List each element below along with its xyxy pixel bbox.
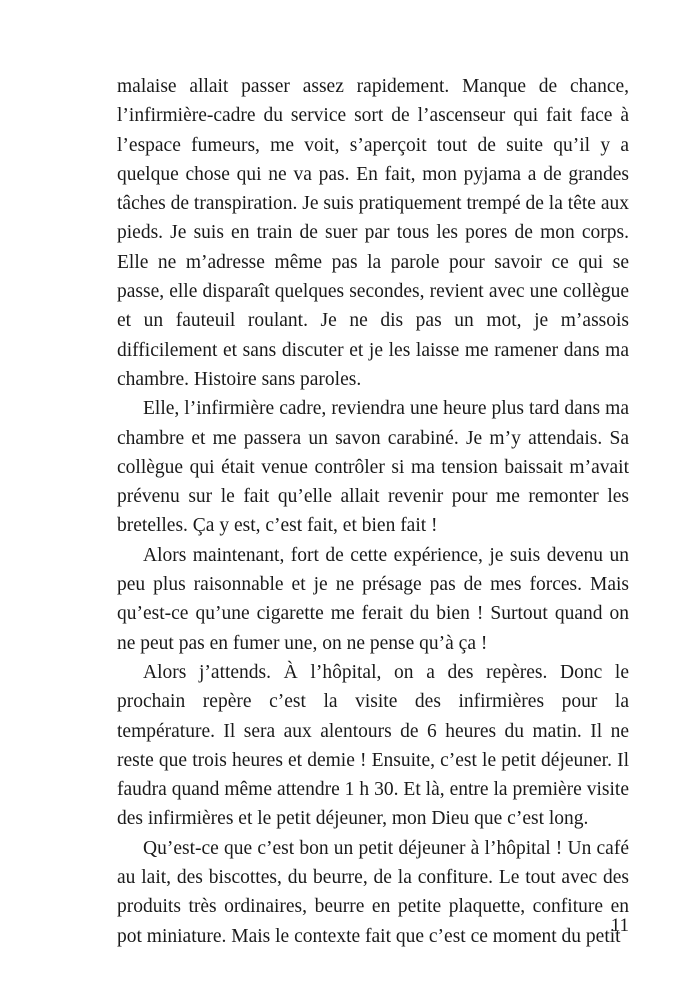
paragraph-continuation: malaise allait passer assez rapidement. Manque de chance, l’infirmière-cadre du service sort de l’ascenseur qui fait face à l’espace fumeurs, me voit, s’aperçoit tout de suite qu’il y a quelque chose qui ne va pas. En fait, mon pyjama a de grandes tâches de transpiration. Je suis pratiquement trempé de la tête aux pieds. Je suis en train de suer par tous les pores de mon corps. Elle ne m’adresse même pas la parole pour savoir ce qui se passe, elle disparaît quelques secondes, revient avec une collègue et un fauteuil roulant. Je ne dis pas un mot, je m’assois difficilement et sans discuter et je les laisse me ramener dans ma chambre. Histoire sans paroles. [117,76,629,390]
paragraph: Elle, l’infirmière cadre, reviendra une heure plus tard dans ma chambre et me passera un savon carabiné. Je m’y attendais. Sa collègue qui était venue contrôler si ma tension baissait m’avait prévenu sur le fait qu’elle allait revenir pour me remonter les bretelles. Ça y est, c’est fait, et bien fait ! [117,398,629,537]
page-number: 11 [610,915,629,936]
paragraph: Alors j’attends. À l’hôpital, on a des repères. Donc le prochain repère c’est la visite des infirmières pour la température. Il sera aux alentours de 6 heures du matin. Il ne reste que trois heures et demie ! Ensuite, c’est le petit déjeuner. Il faudra quand même attendre 1 h 30. Et là, entre la première visite des infirmières et le petit déjeuner, mon Dieu que c’est long. [117,661,629,830]
paragraph: Qu’est-ce que c’est bon un petit déjeuner à l’hôpital ! Un café au lait, des biscottes, du beurre, de la confiture. Le tout avec des produits très ordinaires, beurre en petite plaquette, confiture en pot miniature. Mais le contexte fait que c’est ce moment du petit [117,837,629,947]
paragraph: Alors maintenant, fort de cette expérience, je suis devenu un peu plus raisonnable et je ne présage pas de mes forces. Mais qu’est-ce qu’une cigarette me ferait du bien ! Surtout quand on ne peut pas en fumer une, on ne pense qu’à ça ! [117,544,629,654]
body-text [117,72,629,951]
